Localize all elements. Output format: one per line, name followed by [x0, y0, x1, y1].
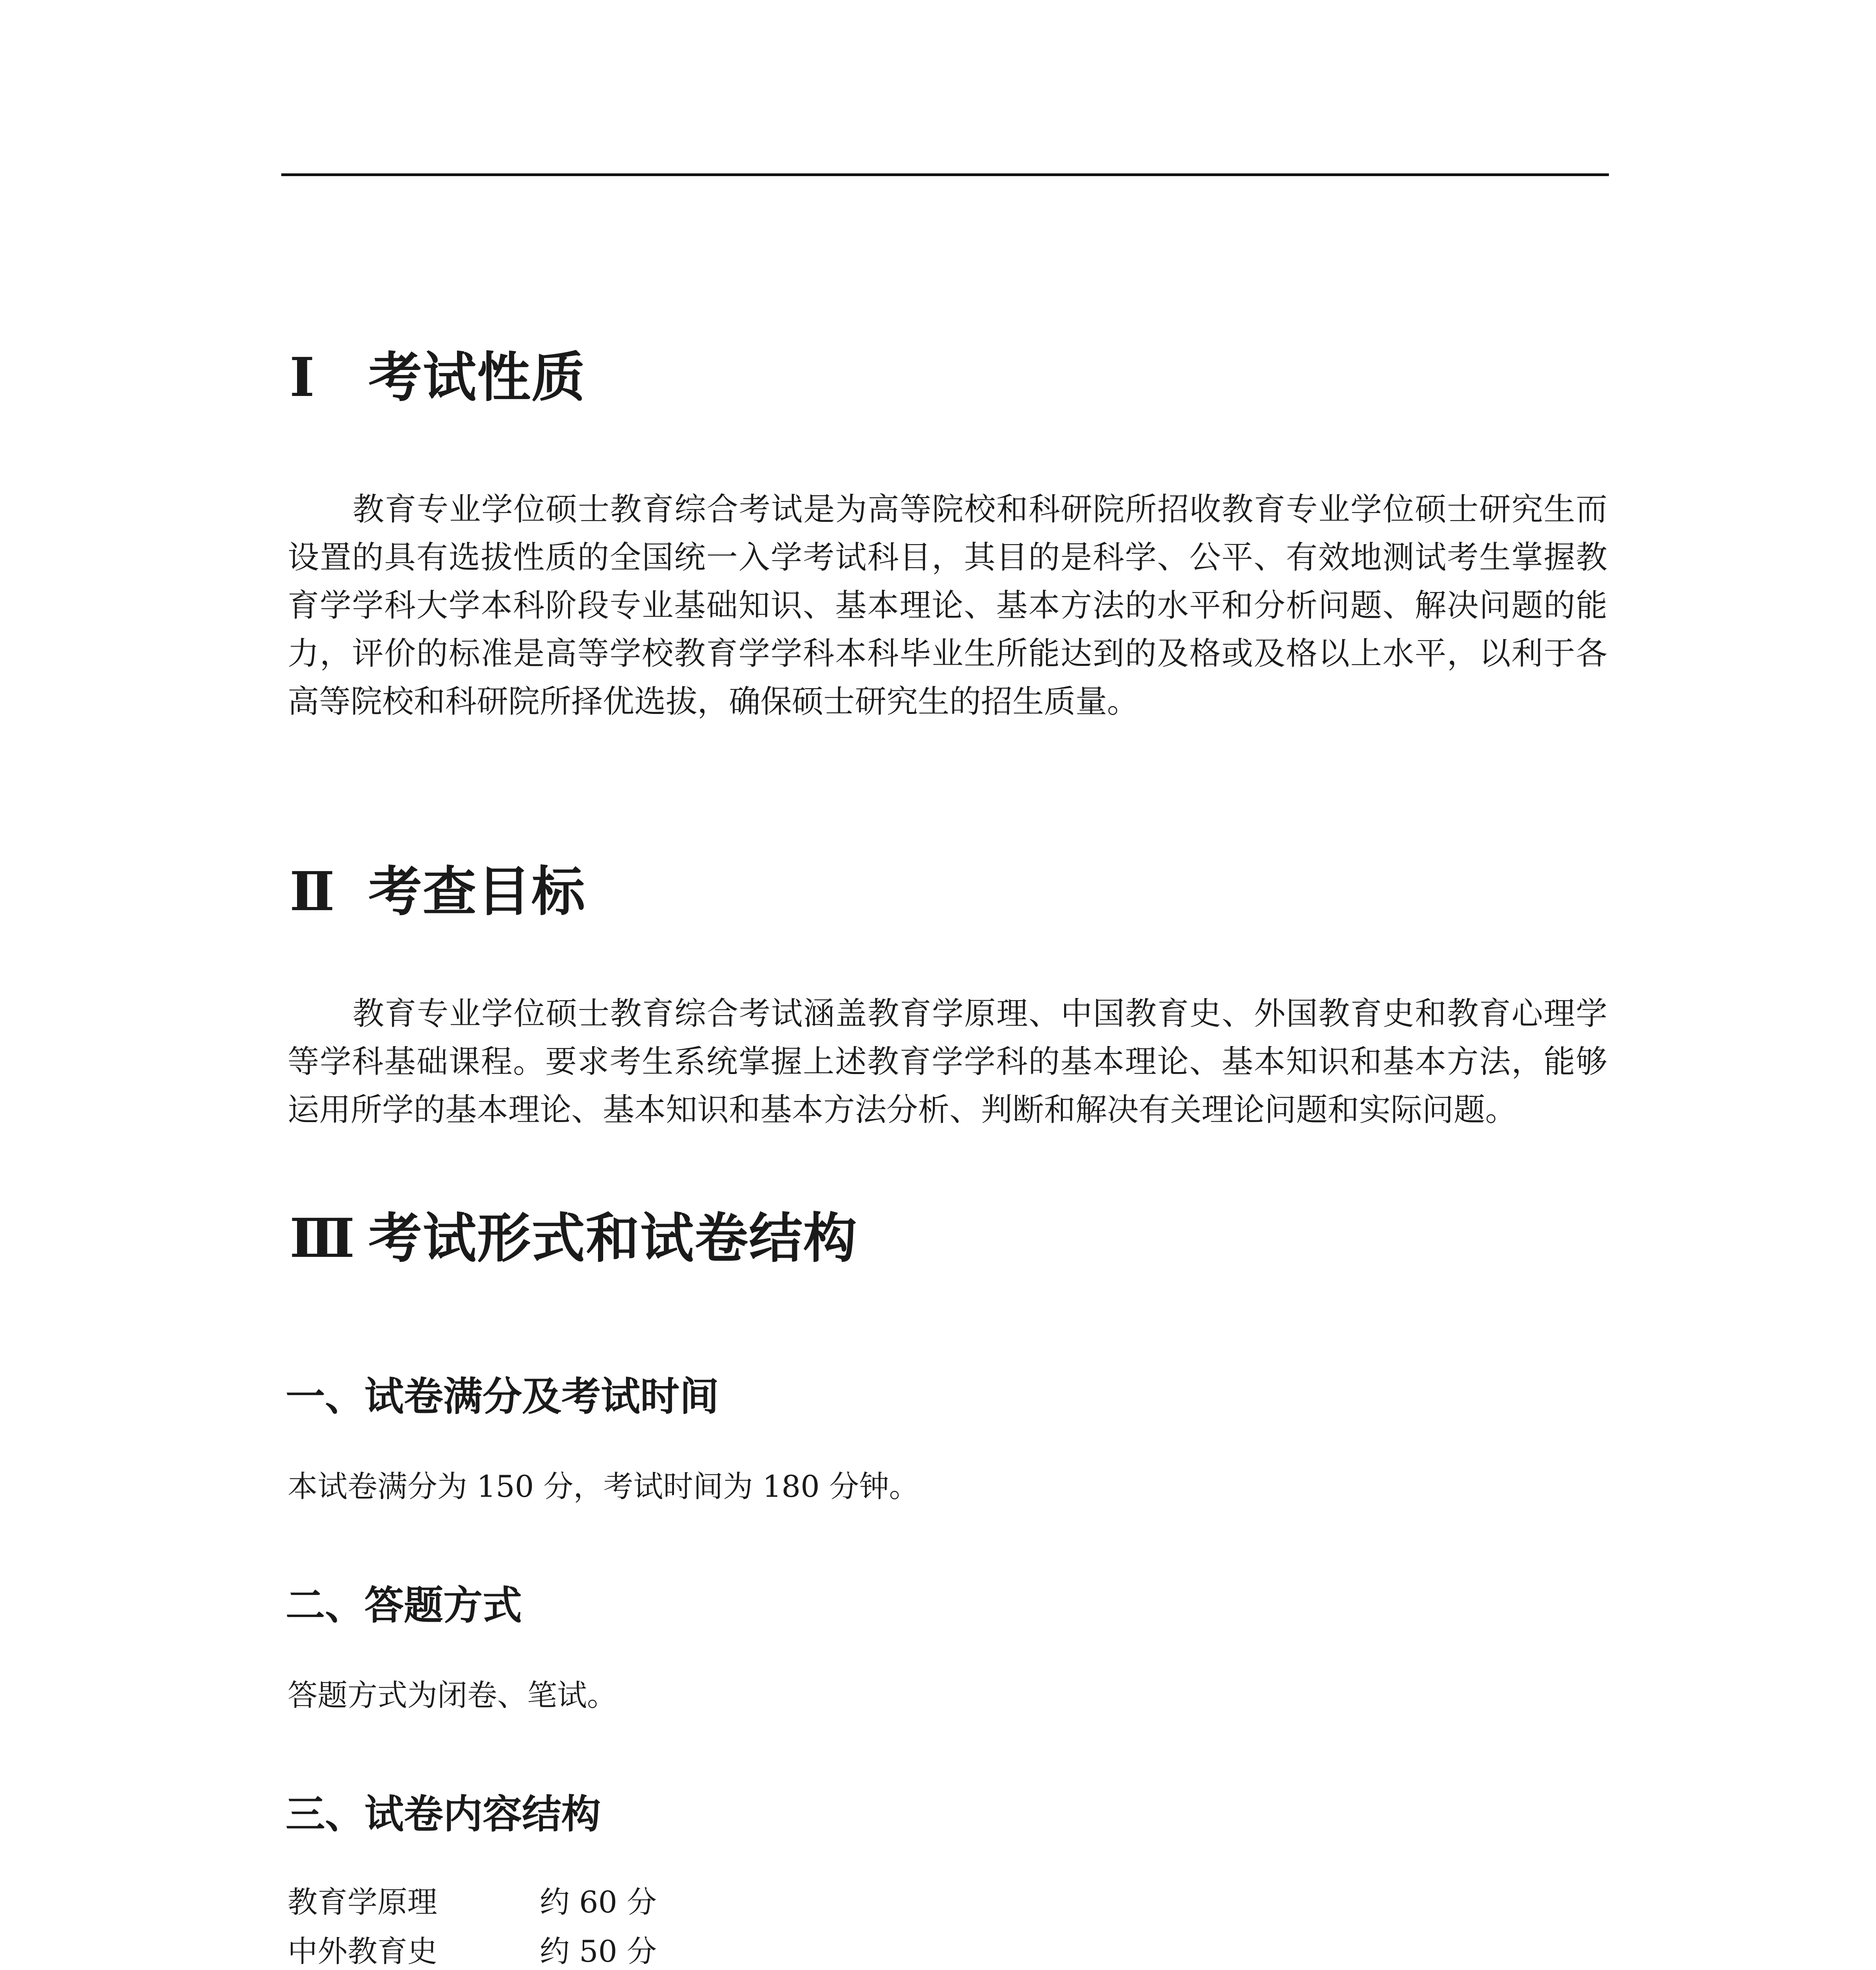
- section-title-text: 考试形式和试卷结构: [368, 1208, 858, 1270]
- header-rule: [281, 173, 1609, 176]
- subject-name: 中外教育史: [288, 1934, 437, 1969]
- table-row: [288, 1885, 657, 1920]
- section-title-text: 考查目标: [368, 861, 586, 923]
- section-numeral: Ⅱ: [290, 860, 336, 923]
- subsection-heading-content-structure: 三、试卷内容结构: [286, 1791, 601, 1837]
- subsection-heading-answer-method: 二、答题方式: [286, 1582, 522, 1628]
- section-1-paragraph: 教育专业学位硕士教育综合考试是为高等院校和科研院所招收教育专业学位硕士研究生而设置的具有选拔性质的全国统一入学考试科目，其目的是科学、公平、有效地测试考生掌握教育学学科大学本科阶段专业基础知识、基本理论、基本方法的水平和分析问题、解决问题的能力，评价的标准是高等学校教育学学科本科毕业生所能达到的及格或及格以上水平，以利于各高等院校和科研院所择优选拔，确保硕士研究生的招生质量。: [288, 491, 1607, 720]
- section-2-paragraph: 教育专业学位硕士教育综合考试涵盖教育学原理、中国教育史、外国教育史和教育心理学等学科基础课程。要求考生系统掌握上述教育学学科的基本理论、基本知识和基本方法，能够运用所学的基本理论、基本知识和基本方法分析、判断和解决有关理论问题和实际问题。: [288, 995, 1607, 1128]
- answer-method-text: 答题方式为闭卷、笔试。: [288, 1678, 617, 1713]
- section-numeral: Ⅰ: [290, 346, 316, 409]
- section-title-1: [290, 346, 586, 409]
- table-row: [288, 1934, 657, 1969]
- subject-score: 约 50 分: [540, 1934, 657, 1969]
- subsection-heading-score-time: 一、试卷满分及考试时间: [286, 1373, 719, 1420]
- section-numeral: Ⅲ: [290, 1207, 356, 1270]
- score-time-text: 本试卷满分为 150 分，考试时间为 180 分钟。: [288, 1469, 919, 1504]
- section-title-3: [290, 1207, 858, 1270]
- section-title-text: 考试性质: [368, 347, 586, 409]
- section-title-2: [290, 860, 586, 923]
- subject-score: 约 60 分: [540, 1885, 657, 1920]
- subject-name: 教育学原理: [288, 1885, 437, 1920]
